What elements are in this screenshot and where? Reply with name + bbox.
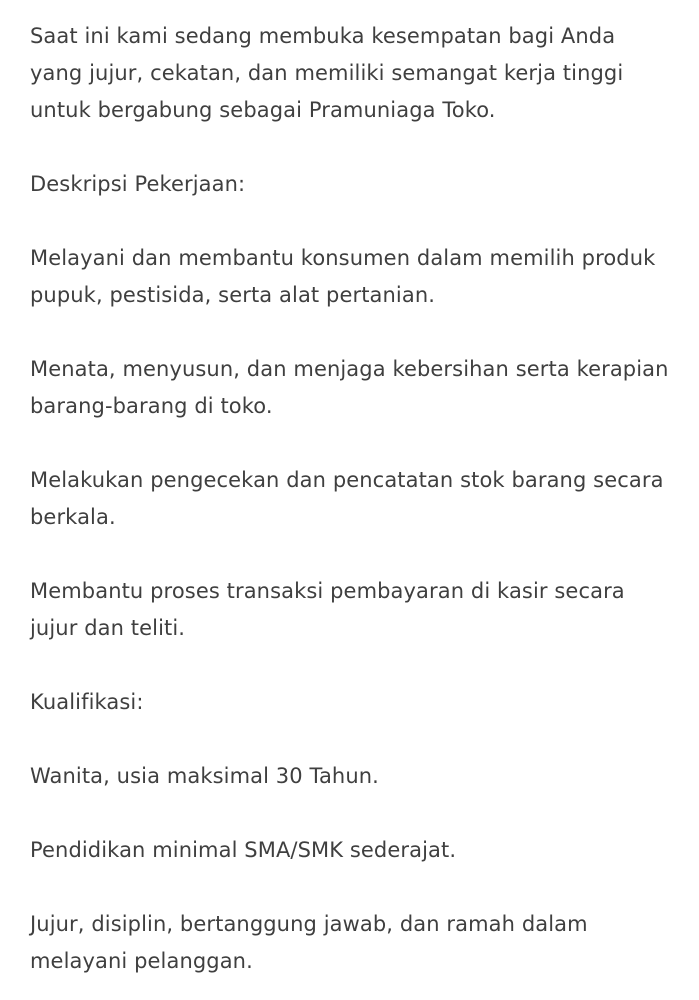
qualification-item: Pendidikan minimal SMA/SMK sederajat.	[30, 838, 457, 862]
job-description-item: Menata, menyusun, dan menjaga kebersihan serta kerapian barang-barang di toko.	[30, 357, 669, 418]
intro-paragraph: Saat ini kami sedang membuka kesempatan bagi Anda yang jujur, cekatan, dan memiliki semangat kerja tinggi untuk bergabung sebagai Pramuniaga Toko.	[30, 24, 624, 122]
job-description-item: Melakukan pengecekan dan pencatatan stok barang secara berkala.	[30, 468, 664, 529]
job-description-item: Melayani dan membantu konsumen dalam memilih produk pupuk, pestisida, serta alat pertanian.	[30, 246, 656, 307]
qualifications-heading: Kualifikasi:	[30, 690, 144, 714]
qualification-item: Wanita, usia maksimal 30 Tahun.	[30, 764, 379, 788]
job-description-heading: Deskripsi Pekerjaan:	[30, 172, 246, 196]
qualification-item: Jujur, disiplin, bertanggung jawab, dan ramah dalam melayani pelanggan.	[30, 912, 588, 973]
job-description-item: Membantu proses transaksi pembayaran di kasir secara jujur dan teliti.	[30, 579, 625, 640]
job-posting-body	[30, 18, 670, 980]
